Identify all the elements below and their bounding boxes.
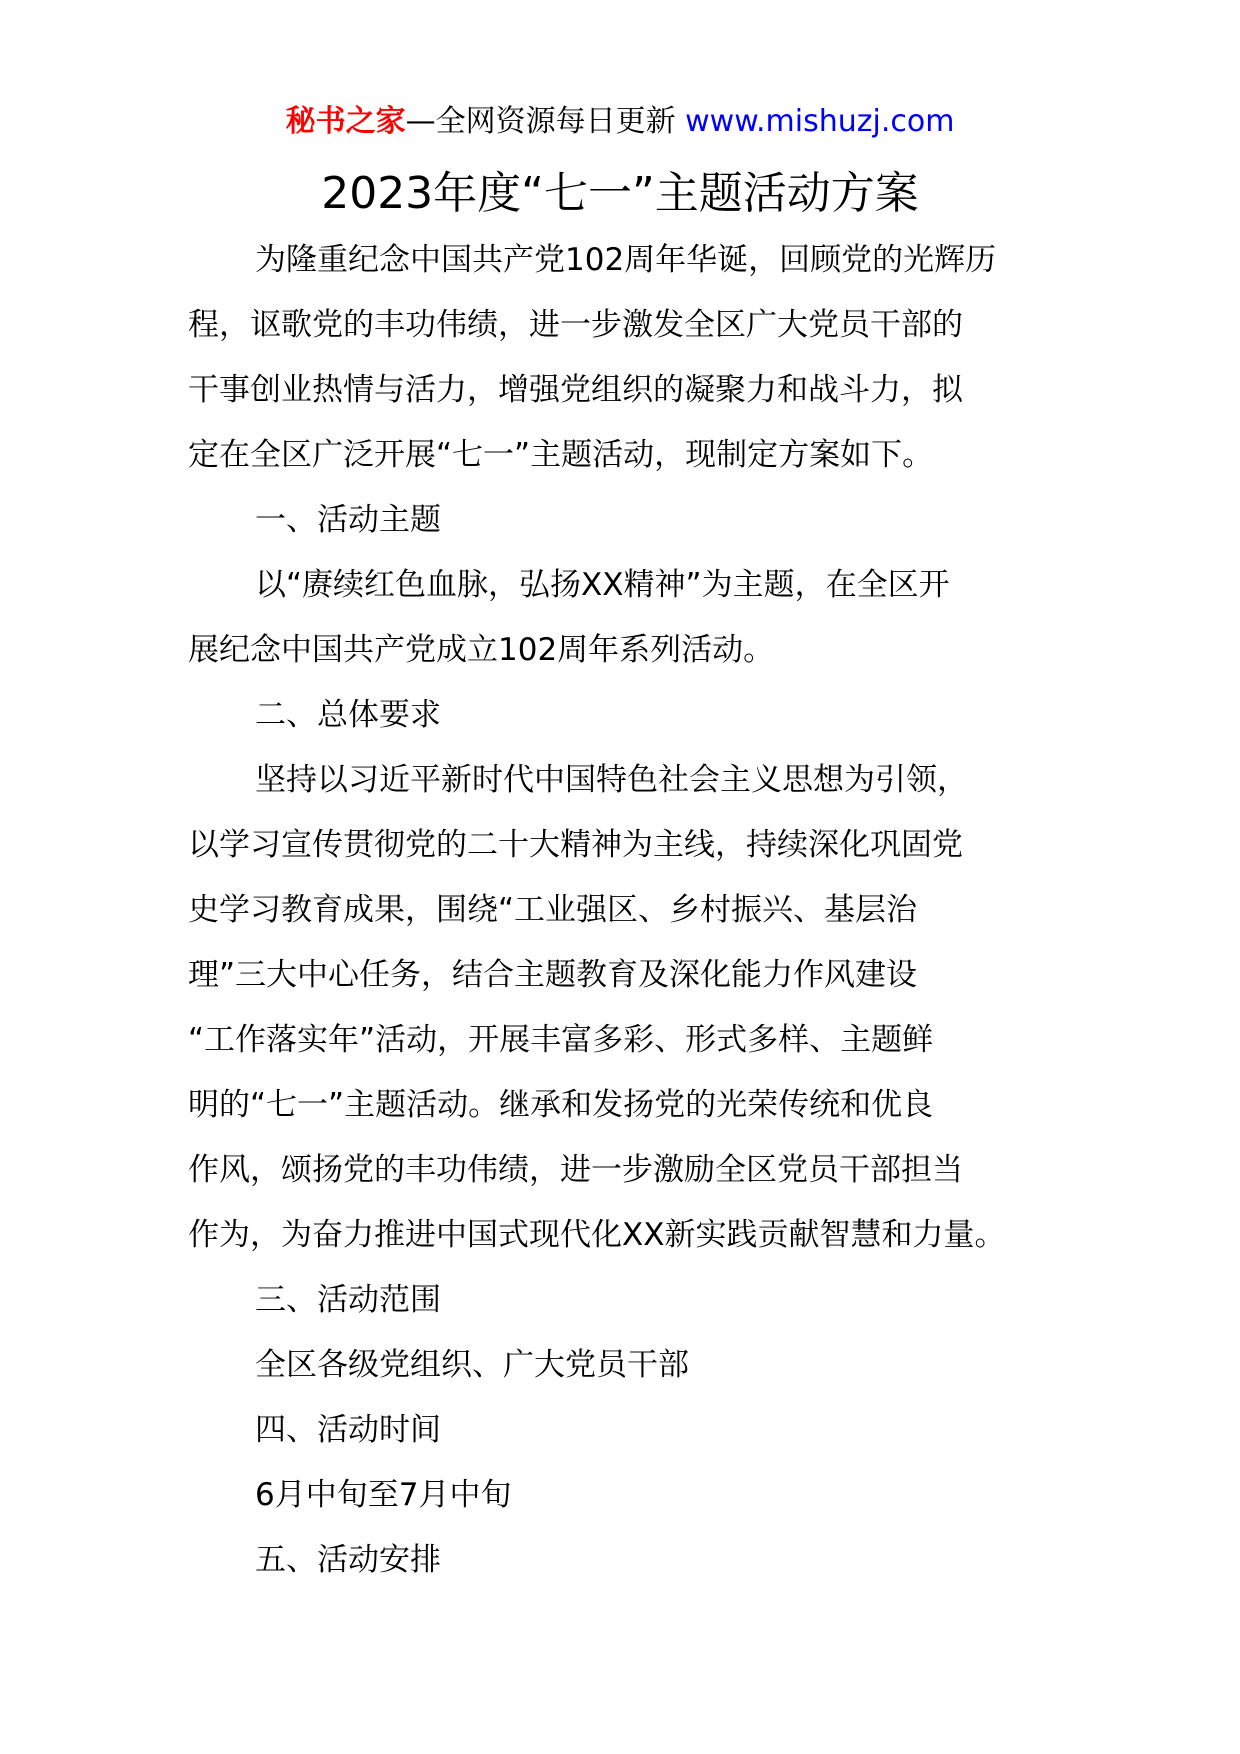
requirements-line: 以学习宣传贯彻党的二十大精神为主线，持续深化巩固党 xyxy=(188,827,963,863)
section-heading-arrangements: 五、活动安排 xyxy=(255,1542,441,1578)
requirements-line: 作风，颂扬党的丰功伟绩，进一步激励全区党员干部担当 xyxy=(188,1152,963,1188)
section-heading-time: 四、活动时间 xyxy=(255,1412,441,1448)
section-heading-requirements: 二、总体要求 xyxy=(255,697,441,733)
brand-name: 秘书之家 xyxy=(285,104,406,139)
theme-line: 以“赓续红色血脉，弘扬XX精神”为主题，在全区开 xyxy=(255,567,950,603)
requirements-line: “工作落实年”活动，开展丰富多彩、形式多样、主题鲜 xyxy=(188,1022,934,1058)
section-heading-theme: 一、活动主题 xyxy=(255,502,441,538)
requirements-line: 明的“七一”主题活动。继承和发扬党的光荣传统和优良 xyxy=(188,1087,934,1123)
requirements-line: 理”三大中心任务，结合主题教育及深化能力作风建设 xyxy=(188,957,918,993)
theme-line: 展纪念中国共产党成立102周年系列活动。 xyxy=(188,632,775,668)
intro-line: 为隆重纪念中国共产党102周年华诞，回顾党的光辉历 xyxy=(255,242,997,278)
requirements-line: 史学习教育成果，围绕“工业强区、乡村振兴、基层治 xyxy=(188,892,918,928)
header-tagline: —全网资源每日更新 xyxy=(405,104,676,139)
requirements-line: 坚持以习近平新时代中国特色社会主义思想为引领， xyxy=(255,762,968,798)
intro-line: 定在全区广泛开展“七一”主题活动，现制定方案如下。 xyxy=(188,437,934,473)
theme-paragraph xyxy=(188,553,1058,683)
section-heading-scope: 三、活动范围 xyxy=(255,1282,441,1318)
intro-line: 干事创业热情与活力，增强党组织的凝聚力和战斗力，拟 xyxy=(188,372,963,408)
scope-text: 全区各级党组织、广大党员干部 xyxy=(255,1347,689,1383)
intro-line: 程，讴歌党的丰功伟绩，进一步激发全区广大党员干部的 xyxy=(188,307,963,343)
requirements-line: 作为，为奋力推进中国式现代化XX新实践贡献智慧和力量。 xyxy=(188,1217,1006,1253)
document-title: 2023年度“七一”主题活动方案 xyxy=(321,168,919,219)
requirements-paragraph xyxy=(188,748,1058,1268)
site-url-link[interactable]: www.mishuzj.com xyxy=(685,104,955,139)
time-text: 6月中旬至7月中旬 xyxy=(255,1477,512,1513)
site-header xyxy=(0,100,1240,144)
intro-paragraph xyxy=(188,228,1058,488)
document-body xyxy=(188,228,1058,1593)
